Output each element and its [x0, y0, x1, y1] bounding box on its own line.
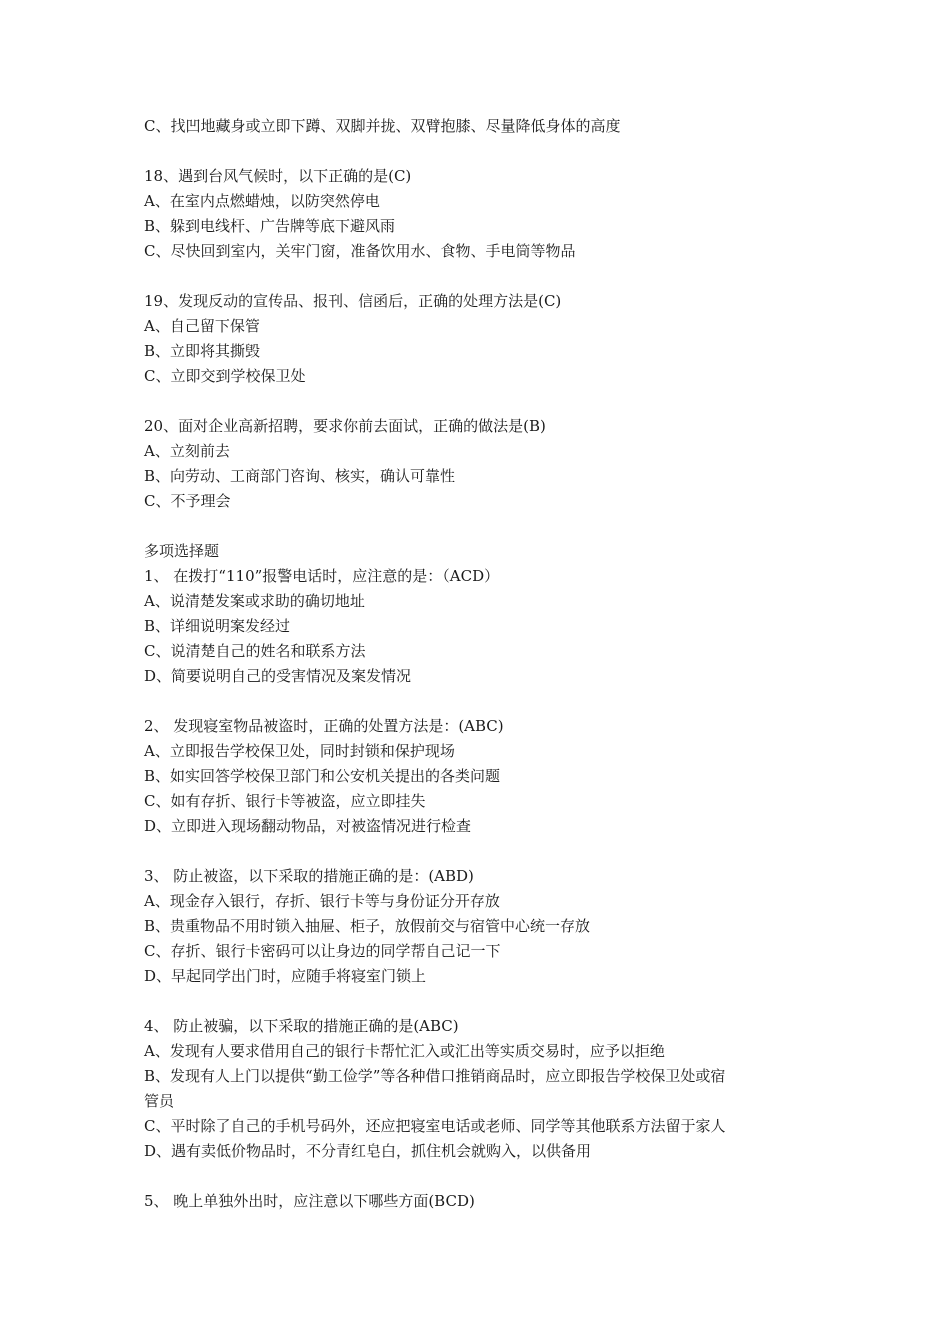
option-line: B、立即将其撕毁 — [144, 342, 261, 360]
paragraph-gap — [144, 514, 814, 539]
option-line: A、现金存入银行，存折、银行卡等与身份证分开存放 — [144, 892, 500, 910]
paragraph-gap — [144, 989, 814, 1014]
option-line: A、发现有人要求借用自己的银行卡帮忙汇入或汇出等实质交易时，应予以拒绝 — [144, 1042, 665, 1060]
paragraph-gap — [144, 389, 814, 414]
option-line-continuation: 管员 — [144, 1092, 175, 1110]
question-stem: 5、 晚上单独外出时，应注意以下哪些方面(BCD) — [144, 1192, 475, 1210]
option-line: D、立即进入现场翻动物品，对被盗情况进行检查 — [144, 817, 472, 835]
option-line: C、找凹地藏身或立即下蹲、双脚并拢、双臂抱膝、尽量降低身体的高度 — [144, 117, 621, 135]
paragraph-gap — [144, 139, 814, 164]
paragraph-gap — [144, 1164, 814, 1189]
option-line: B、躲到电线杆、广告牌等底下避风雨 — [144, 217, 396, 235]
question-stem: 1、 在拨打“110”报警电话时，应注意的是：（ACD） — [144, 567, 500, 585]
option-line: A、在室内点燃蜡烛，以防突然停电 — [144, 192, 380, 210]
option-line: B、向劳动、工商部门咨询、核实，确认可靠性 — [144, 467, 456, 485]
question-block — [144, 864, 814, 989]
question-stem: 4、 防止被骗，以下采取的措施正确的是(ABC) — [144, 1017, 459, 1035]
question-stem: 20、面对企业高新招聘，要求你前去面试，正确的做法是(B) — [144, 417, 546, 435]
option-line: D、遇有卖低价物品时，不分青红皂白，抓住机会就购入，以供备用 — [144, 1142, 592, 1160]
option-line: B、如实回答学校保卫部门和公安机关提出的各类问题 — [144, 767, 501, 785]
question-stem: 19、发现反动的宣传品、报刊、信函后，正确的处理方法是(C) — [144, 292, 562, 310]
question-block — [144, 114, 814, 139]
option-line: D、简要说明自己的受害情况及案发情况 — [144, 667, 412, 685]
question-block — [144, 1189, 814, 1214]
option-line: C、不予理会 — [144, 492, 231, 510]
option-line: C、说清楚自己的姓名和联系方法 — [144, 642, 366, 660]
paragraph-gap — [144, 264, 814, 289]
option-line: C、如有存折、银行卡等被盗，应立即挂失 — [144, 792, 426, 810]
option-line: C、存折、银行卡密码可以让身边的同学帮自己记一下 — [144, 942, 501, 960]
question-block — [144, 714, 814, 839]
question-block — [144, 414, 814, 514]
option-line: A、立即报告学校保卫处，同时封锁和保护现场 — [144, 742, 455, 760]
paragraph-gap — [144, 689, 814, 714]
question-block — [144, 539, 814, 689]
question-block — [144, 164, 814, 264]
option-line: B、贵重物品不用时锁入抽屉、柜子，放假前交与宿管中心统一存放 — [144, 917, 591, 935]
paragraph-gap — [144, 839, 814, 864]
question-stem: 18、遇到台风气候时，以下正确的是(C) — [144, 167, 412, 185]
question-stem: 2、 发现寝室物品被盗时，正确的处置方法是：(ABC) — [144, 717, 504, 735]
option-line: A、说清楚发案或求助的确切地址 — [144, 592, 365, 610]
section-heading: 多项选择题 — [144, 542, 220, 560]
option-line: A、自己留下保管 — [144, 317, 260, 335]
question-stem: 3、 防止被盗，以下采取的措施正确的是：(ABD) — [144, 867, 474, 885]
option-line: C、平时除了自己的手机号码外，还应把寝室电话或老师、同学等其他联系方法留于家人 — [144, 1117, 726, 1135]
question-block — [144, 289, 814, 389]
option-line: B、发现有人上门以提供“勤工俭学”等各种借口推销商品时，应立即报告学校保卫处或宿 — [144, 1067, 726, 1085]
option-line: A、立刻前去 — [144, 442, 230, 460]
option-line: C、尽快回到室内，关牢门窗，准备饮用水、食物、手电筒等物品 — [144, 242, 576, 260]
option-line: D、早起同学出门时，应随手将寝室门锁上 — [144, 967, 427, 985]
option-line: C、立即交到学校保卫处 — [144, 367, 306, 385]
document-body — [144, 114, 814, 1214]
option-line: B、详细说明案发经过 — [144, 617, 291, 635]
question-block — [144, 1014, 814, 1164]
